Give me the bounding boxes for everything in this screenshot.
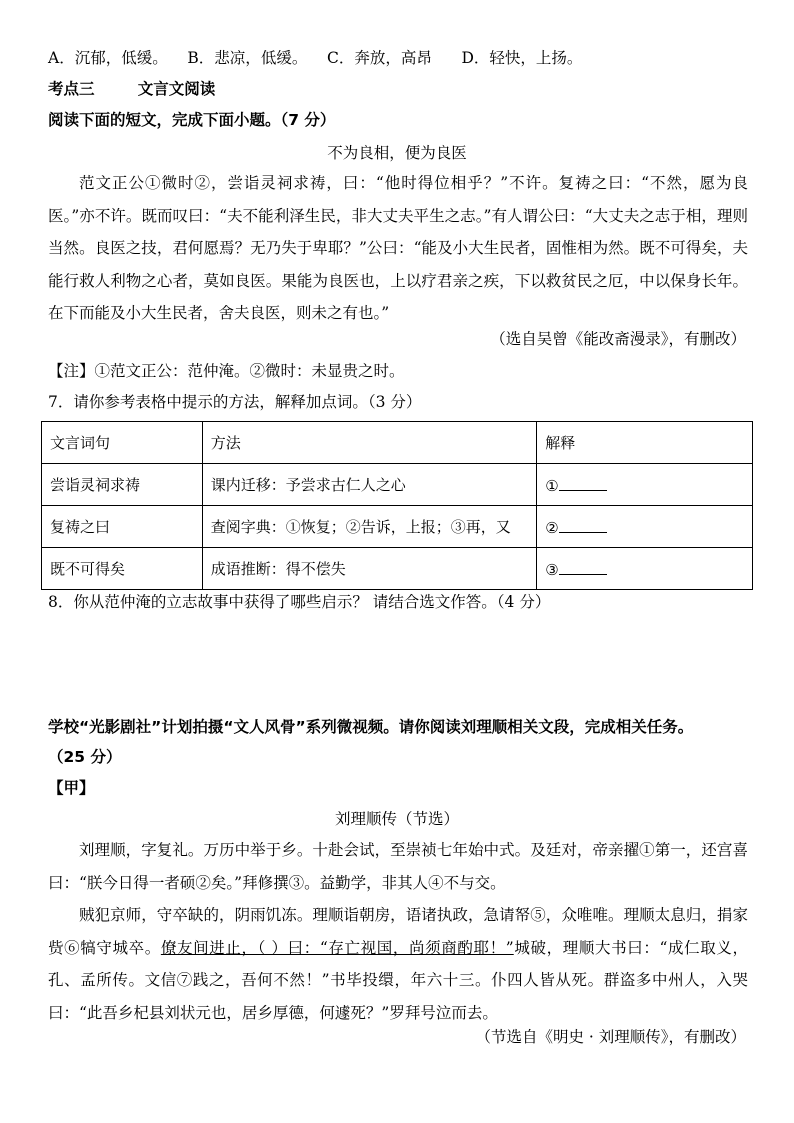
- section-title: 文言文阅读: [137, 80, 216, 98]
- passage-body: 范文正公①微时②，尝诣灵祠求祷，曰：“他时得位相乎？”不许。复祷之曰：“不然，愿为良医。”亦不许。既而叹曰：“夫不能利泽生民，非大丈夫平生之志。”有人谓公曰：“大丈夫之志于相，理则当然。良医之技，君何愿焉？无乃失于卑耶？”公曰：“能及小大生民者，固惟相为然。既不可得矣，夫能行救人利物之心者，莫如良医。果能为良医也，上以疗君亲之疾，下以救贫民之厄，中以保身长年。在下而能及小大生民者，舍夫良医，则未之有也。”: [48, 174, 748, 322]
- jia-label: 【甲】: [48, 779, 95, 797]
- option-c: C．奔放，高昂: [327, 49, 432, 67]
- table-cell-phrase: 复祷之曰: [42, 506, 203, 548]
- passage-source: （选自吴曾《能改斋漫录》，有删改）: [490, 330, 746, 348]
- option-d: D．轻快，上扬。: [461, 49, 583, 67]
- passage2-paragraph-2: 贼犯京师，守卒缺的，阴雨饥冻。理顺诣朝房，语诸执政，急请帑⑤，众唯唯。理顺太息归，捐家赀⑥犒守城卒。僚友间进止，（ ）曰：“存亡视国，尚须商酌耶！”城破，理顺大书曰：“成仁取义，孔、孟所传。文信⑦践之，吾何不然！”书毕投缳，年六十三。仆四人皆从死。群盗多中州人，入哭曰：“此吾乡杞县刘状元也，居乡厚德，何遽死？”罗拜号泣而去。: [48, 906, 748, 1022]
- answer-blank[interactable]: [559, 474, 607, 491]
- passage-note: 【注】①范文正公：范仲淹。②微时：未显贵之时。: [48, 362, 405, 380]
- options-line: [48, 47, 746, 69]
- section-label: 考点三: [48, 80, 95, 98]
- question-7: 7．请你参考表格中提示的方法，解释加点词。（3 分）: [48, 393, 422, 411]
- task-intro: 学校“光影剧社”计划拍摄“文人风骨”系列微视频。请你阅读刘理顺相关文段，完成相关任务。: [48, 718, 694, 736]
- passage2-source: （节选自《明史 · 刘理顺传》，有删改）: [475, 1028, 746, 1046]
- option-b: B．悲凉，低缓。: [187, 49, 308, 67]
- table-cell-phrase: 尝诣灵祠求祷: [42, 464, 203, 506]
- question-7-table: [41, 421, 753, 590]
- question-8: 8．你从范仲淹的立志故事中获得了哪些启示？ 请结合选文作答。（4 分）: [48, 593, 551, 611]
- instruction: 阅读下面的短文，完成下面小题。（7 分）: [48, 111, 336, 129]
- table-row: [42, 464, 753, 506]
- section-heading: [48, 78, 746, 100]
- table-cell-method: 成语推断：得不偿失: [202, 548, 536, 590]
- underlined-sentence: 僚友间进止，（ ）曰：“存亡视国，尚须商酌耶！”: [160, 938, 514, 957]
- passage2-paragraph-1: 刘理顺，字复礼。万历中举于乡。十赴会试，至崇祯七年始中式。及廷对，帝亲擢①第一，还宫喜曰：“朕今日得一者硕②矣。”拜修撰③。益勤学，非其人④不与交。: [48, 841, 748, 892]
- table-cell-answer[interactable]: ③: [537, 548, 753, 590]
- table-cell-answer[interactable]: ①: [537, 464, 753, 506]
- table-cell-method: 课内迁移：予尝求古仁人之心: [202, 464, 536, 506]
- table-header: 解释: [537, 422, 753, 464]
- table-cell-answer[interactable]: ②: [537, 506, 753, 548]
- table-header-row: [42, 422, 753, 464]
- task-score: （25 分）: [48, 748, 122, 766]
- table-row: [42, 506, 753, 548]
- table-row: [42, 548, 753, 590]
- answer-blank[interactable]: [559, 516, 607, 533]
- table-cell-method: 查阅字典：①恢复；②告诉，上报；③再，又: [202, 506, 536, 548]
- answer-blank[interactable]: [559, 558, 607, 575]
- passage2-title: 刘理顺传（节选）: [334, 810, 459, 828]
- table-cell-phrase: 既不可得矣: [42, 548, 203, 590]
- option-a: A．沉郁，低缓。: [48, 49, 168, 67]
- table-header: 方法: [202, 422, 536, 464]
- passage-title: 不为良相，便为良医: [327, 144, 467, 162]
- table-header: 文言词句: [42, 422, 203, 464]
